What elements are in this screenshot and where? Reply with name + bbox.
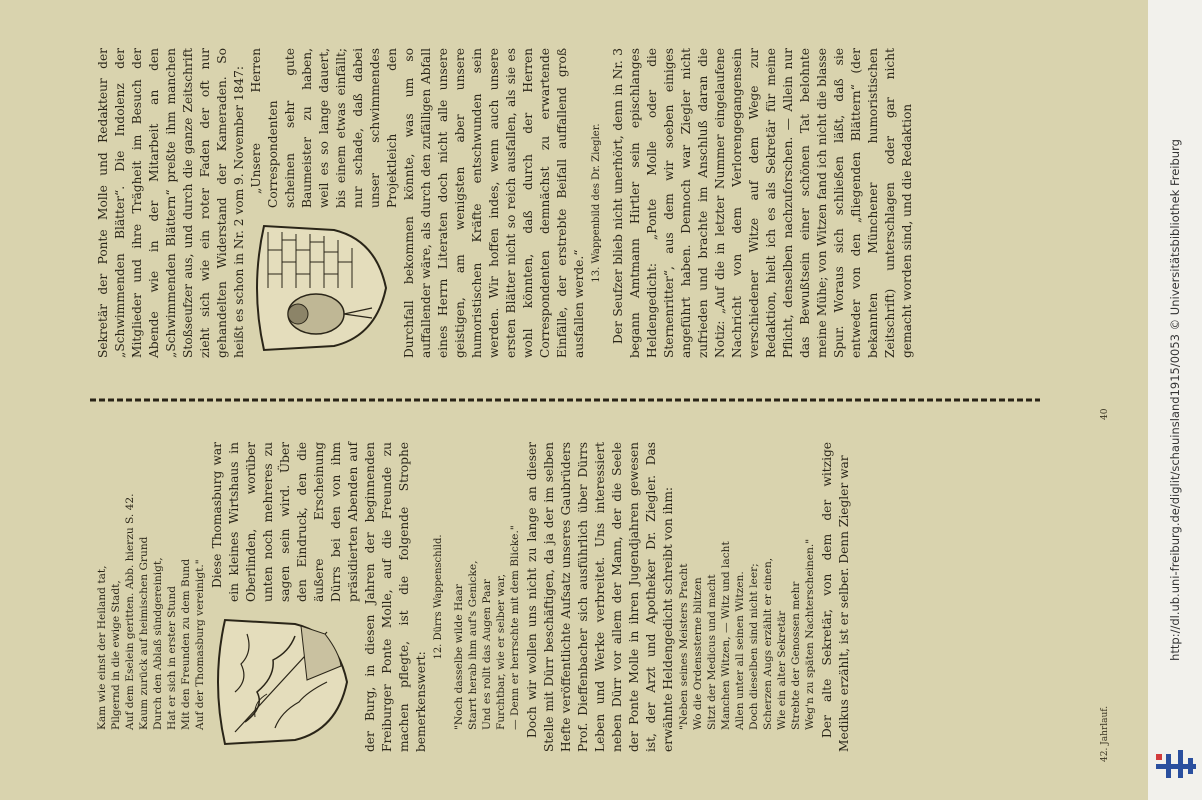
verse-line: Furchtbar, wie er selber war,: [495, 573, 507, 730]
verse-line: Strebte der Genossen mehr: [790, 581, 802, 730]
verse-line: Durch den Ablaß sündgereinigt,: [152, 557, 164, 730]
verse-line: Auf dem Eselein geritten. Abb. hierzu S. 42.: [124, 493, 136, 730]
source-url-and-copyright: [1168, 139, 1182, 661]
paragraph-sekretaer: Der alte Sekretär, von dem der witzige Medikus erzählt, ist er selber. Denn Ziegler war: [820, 442, 851, 752]
verse-line: Auf der Thomasburg vereinigt.": [194, 559, 206, 730]
verse-line: Allen unter all seinen Witzen.: [734, 571, 746, 730]
verse-line: Pilgernd in die ewige Stadt,: [110, 580, 122, 730]
verse-line: Kam wie einst der Heiland tat,: [96, 565, 108, 730]
left-text-column: [95, 442, 853, 752]
source-url[interactable]: http://dl.ub.uni-freiburg.de/diglit/schauinsland1915/0053: [1168, 334, 1182, 661]
verse-line: Manchen Witzen, — Witz und lacht: [720, 541, 732, 730]
verse-line: Scherzen Augs erzählt er einen,: [762, 557, 774, 730]
verse-medicus: [677, 442, 817, 730]
right-page: [0, 0, 1148, 400]
verse-line: Wie ein alter Sekretär: [776, 610, 788, 730]
left-page: [0, 400, 1148, 800]
crest-caption-ziegler: 13. Wappenbild des Dr. Ziegler.: [591, 123, 602, 283]
paragraph-duerr-ziegler: Doch wir wollen uns nicht zu lange an dieser Stelle mit Dürr beschäftigen, da ja der im selben Hefte veröffentlichte Aufsatz unseres Gaubrüders Prof. Dieffenbacher sich ausführlich über Dürrs Leben und Werke verbreitet. Uns interessiert neben Dürr vor allem der Mann, der die Seele der Ponte Molle in ihren Jugendjahren gewesen ist, der Arzt und Apotheker Dr. Ziegler. Das erwähnte Heldengedicht schreibt von ihm:: [525, 442, 675, 752]
verse-line: — Denn er herrschte mit dem Blicke.": [509, 525, 521, 730]
copyright-notice: © Universitätsbibliothek Freiburg: [1168, 139, 1182, 331]
verse-line: Mit den Freunden zu dem Bund: [180, 558, 192, 730]
verse-line: Doch dieselben sind nicht leer;: [748, 563, 760, 730]
ziegler-coat-of-arms-image: [254, 218, 389, 358]
duerr-coat-of-arms-image: [215, 612, 350, 752]
verse-line: Starrt herab ihm auf's Genicke,: [467, 560, 479, 730]
paragraph-correspondenten: „Unsere Herren Correspondenten scheinen sehr gute Baumeister zu haben, weil es so lange dauert, bis einem etwas einfällt; nur schade, daß dabei unser schwimmendes Projektleich den Durchfall bekommen könnte, was um so auffallender wäre, als durch den zufälligen Abfall eines Herrn Literaten doch nicht alle unsere geistigen, am wenigsten aber unsere humoristischen Kräfte entschwunden sein werden. Wir hoffen indes, wenn auch unsere ersten Blätter nicht so reich ausfallen, als sie es wohl könnten, daß durch der Herren Correspondenten demnächst zu erwartende Einfälle, der erstrebte Beifall auffallend groß ausfallen werde.“: [249, 48, 586, 358]
crest-ziegler: [254, 218, 389, 358]
running-footer: 42. Jahrlauf.: [1100, 705, 1110, 762]
page-number-left: 40: [1100, 408, 1110, 420]
verse-line: "Neben seines Meisters Pracht: [678, 563, 690, 730]
verse-line: Und es rollt das Augen Paar: [481, 579, 493, 730]
crest-duerr: [215, 612, 350, 752]
verse-line: Kaum zurück auf heimischen Grund: [138, 536, 150, 730]
library-logo-icon: [1156, 748, 1196, 782]
verse-line: Wo die Ordenssterne blitzen: [692, 577, 704, 730]
paragraph-thomasburg: Diese Thomasburg war ein kleines Wirtshaus in Oberlinden, worüber unten noch mehreres zu sagen sein wird. Über den Eindruck, den die äußere Erscheinung Dürrs bei den von ihm präsidierten Abenden auf der Burg, in diesen Jahren der beginnenden Freiburger Ponte Molle, auf die Freunde zu machen pflegte, ist die folgende Strophe bemerkenswert:: [210, 442, 428, 752]
paragraph-schwimmende-blaetter: Sekretär der Ponte Molle und Redakteur der „Schwimmenden Blätter“. Die Indolenz der Mitglieder und ihre Trägheit im Besuch der Abende wie in der Mitarbeit an den „Schwimmenden Blättern“ preßte ihm manchen Stoßseufzer aus, und durch die ganze Zeitschrift zieht sich wie ein roter Faden der oft nur gehandelten Widerstand der Kameraden. So heißt es schon in Nr. 2 vom 9. November 1847:: [96, 48, 246, 358]
verse-line: Weg'n zu späten Nachterscheinen.": [804, 538, 816, 730]
verse-line: Hat er sich in erster Stund: [166, 585, 178, 730]
verse-line: "Noch dasselbe wilde Haar: [453, 584, 465, 730]
verse-pilgrim: [95, 442, 207, 730]
paragraph-seufzer: Der Seufzer blieb nicht unerhört, denn in Nr. 3 begann Amtmann Hirtler sein epischlanges Heldengedicht: „Ponte Molle oder die Sternenritter“, aus dem wir soeben einiges angeführt haben. Dennoch war Ziegler nicht zufrieden und brachte im Anschluß daran die Notiz: „Auf die in letzter Nummer eingelaufene Nachricht von dem Verlorengegangensein verschiedener Witze auf dem Wege zur Redaktion, hielt ich es als Sekretär für meine Pflicht, denselben nachzuforschen. — Allein nur das Bewußtsein einer schönen Tat belohnte meine Mühe; von Witzen fand ich nicht die blasse Spur. Woraus sich schließen läßt, daß sie entweder von den „fliegenden Blättern“ (der bekannten Münchener humoristischen Zeitschrift) unterschlagen oder gar nicht gemacht worden sind, und die Redaktion: [611, 48, 914, 358]
verse-line: Sitzt der Medicus und macht: [706, 574, 718, 730]
right-text-column: [95, 48, 916, 358]
crest-caption-duerr: 12. Dürrs Wappenschild.: [433, 534, 444, 660]
verse-hair: [452, 442, 522, 730]
